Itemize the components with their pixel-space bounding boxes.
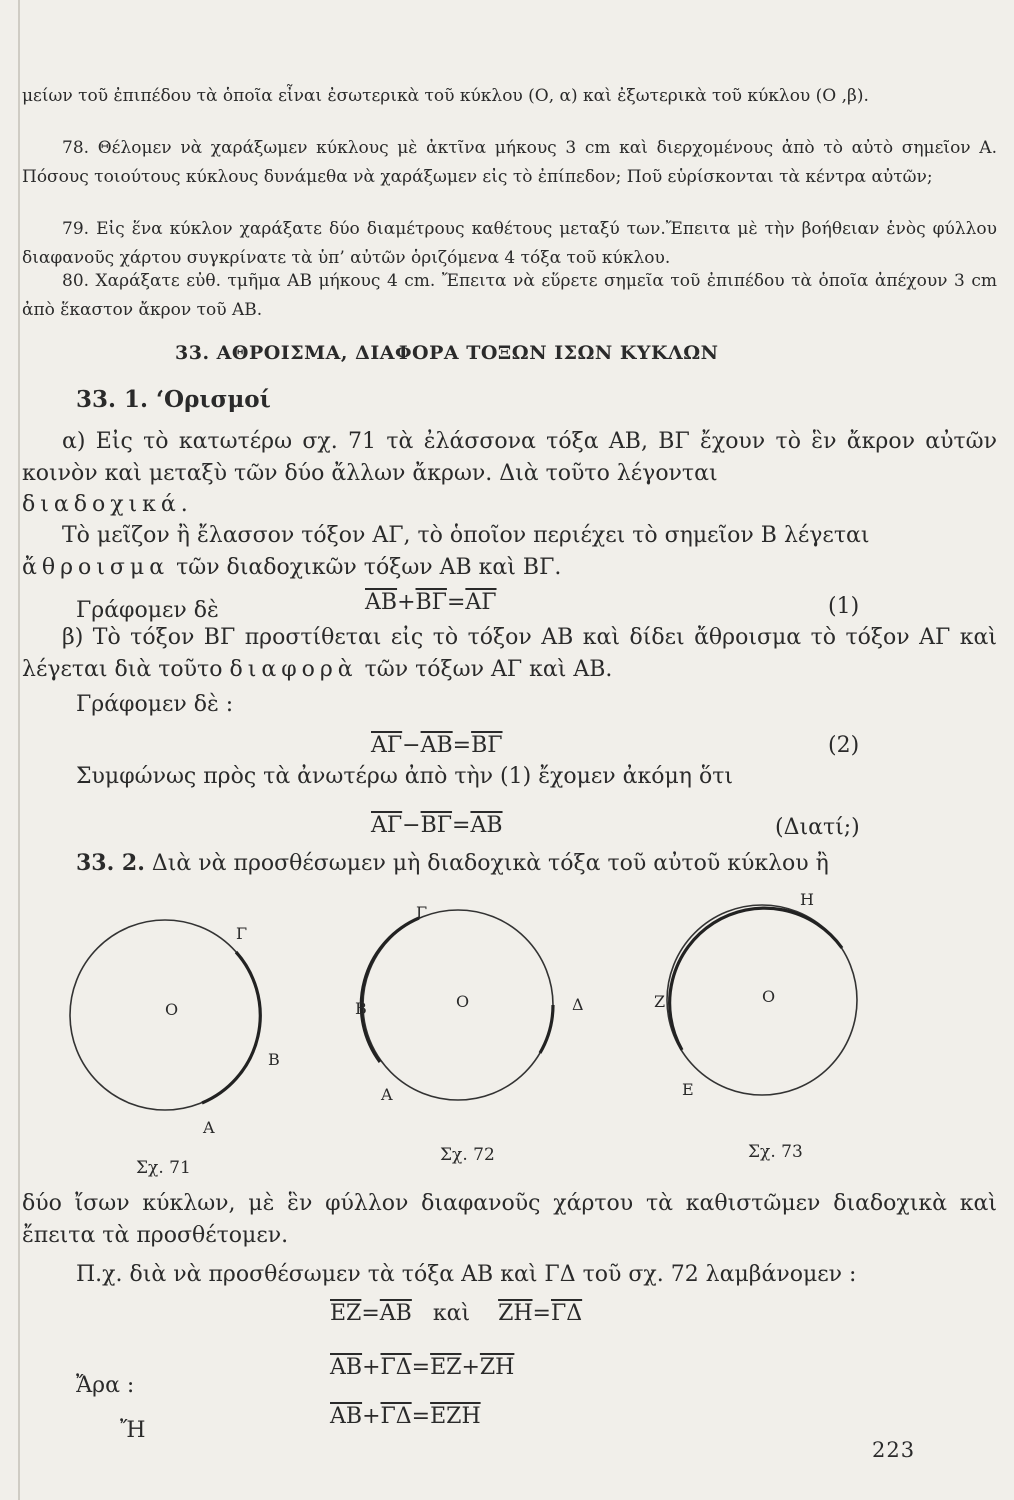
term-athroisma: ἄθροισμα (22, 554, 170, 580)
plus-sign: + (461, 1355, 480, 1380)
formula-5 (330, 1355, 514, 1380)
term-diafora: διαφορὰ (229, 656, 358, 682)
fig73-label-h: Η (800, 890, 814, 909)
exercise-77-continuation: μείων τοῦ ἐπιπέδου τὰ ὁποῖα εἶναι ἐσωτερικὰ τοῦ κύκλου (Ο, α) καὶ ἐξωτερικὰ τοῦ κύκλου (Ο ,β). (22, 86, 869, 106)
fig71-label-b: Β (268, 1050, 280, 1069)
exercise-79: 79. Εἰς ἕνα κύκλον χαράξατε δύο διαμέτρους καθέτους μεταξύ των.Ἔπειτα μὲ τὴν βοήθειαν ἑνὸς φύλλου διαφανοῦς χάρτου συγκρίνατε τὰ ὑπ’ αὐτῶν ὁριζόμενα 4 τόξα τοῦ κύκλου. (22, 219, 997, 268)
grafomen-label-1: Γράφομεν δὲ (76, 598, 219, 623)
fig72-label-g: Γ (416, 903, 428, 922)
paragraph-b-text-end: τῶν τόξων ΑΓ καὶ ΑΒ. (364, 656, 613, 682)
arc-gd: $\overline{\Gamma\Delta}$ (550, 1301, 583, 1326)
ara-label: Ἄρα : (76, 1373, 135, 1398)
fig71-label-g: Γ (236, 924, 248, 943)
fig73-caption: Σχ. 73 (748, 1142, 803, 1162)
equals-sign: = (411, 1404, 431, 1429)
equation-number-2: (2) (828, 733, 860, 758)
arc-zh: $\overline{ZH}$ (479, 1355, 515, 1380)
section-title: 33. ΑΘΡΟΙΣΜΑ, ΔΙΑΦΟΡΑ ΤΟΞΩΝ ΙΣΩΝ ΚΥΚΛΩΝ (175, 342, 719, 364)
term-diadochika: διαδοχικά. (22, 492, 193, 517)
arc-ab: $\overline{AB}$ (470, 813, 503, 838)
arc-gd: $\overline{\Gamma\Delta}$ (380, 1404, 412, 1429)
arc-ag: $\overline{A\Gamma}$ (371, 733, 403, 758)
fig73-label-z: Ζ (654, 992, 666, 1011)
arc-ag: $\overline{A\Gamma}$ (371, 813, 403, 838)
equation-number-1: (1) (828, 594, 860, 619)
fig71-center-label: Ο (165, 1000, 179, 1019)
equals-sign: = (446, 590, 466, 615)
fig73-label-e: Ε (682, 1080, 694, 1099)
equals-sign: = (361, 1301, 380, 1326)
fig72-caption: Σχ. 72 (440, 1145, 495, 1165)
paragraph-sum-text: Τὸ μεῖζον ἢ ἔλασσον τόξον ΑΓ, τὸ ὁποῖον περιέχει τὸ σημεῖον Β λέγεται (62, 523, 870, 548)
exercise-80: 80. Χαράξατε εὐθ. τμῆμα ΑΒ μήκους 4 cm. Ἔπειτα νὰ εὕρετε σημεῖα τοῦ ἐπιπέδου τὰ ὁποῖα ἀπέχουν 3 cm ἀπὸ ἕκαστον ἄκρον τοῦ ΑΒ. (22, 271, 997, 320)
equals-sign: = (411, 1355, 431, 1380)
fig72-center-label: Ο (456, 992, 470, 1011)
plus-sign: + (362, 1404, 381, 1429)
plus-sign: + (362, 1355, 381, 1380)
plus-sign: + (397, 590, 416, 615)
fig71-label-a: Α (203, 1118, 215, 1137)
formula-4 (330, 1301, 582, 1326)
page-number: 223 (872, 1438, 916, 1462)
arc-ezh: $\overline{EZH}$ (430, 1404, 481, 1429)
arc-ab: $\overline{AB}$ (330, 1355, 363, 1380)
arc-zh: $\overline{ZH}$ (498, 1301, 533, 1326)
equals-sign: = (452, 813, 471, 838)
arc-ag: $\overline{A\Gamma}$ (465, 590, 497, 615)
arc-ez: $\overline{EZ}$ (330, 1301, 362, 1326)
paragraph-after-figures: δύο ἴσων κύκλων, μὲ ἓν φύλλον διαφανοῦς χάρτου τὰ καθιστῶμεν διαδοχικὰ καὶ ἔπειτα τὰ προσθέτομεν. (22, 1191, 997, 1248)
paragraph-a-text: α) Εἰς τὸ κατωτέρω σχ. 71 τὰ ἐλάσσονα τόξα ΑΒ, ΒΓ ἔχουν τὸ ἓν ἄκρον αὐτῶν κοινὸν καὶ μεταξὺ τῶν δύο ἄλλων ἄκρων. Διὰ τοῦτο λέγονται (22, 429, 997, 486)
formula-6 (330, 1404, 481, 1429)
why-note: (Διατί;) (775, 815, 860, 840)
equals-sign: = (532, 1301, 551, 1326)
paragraph-sum-text-end: τῶν διαδοχικῶν τόξων ΑΒ καὶ ΒΓ. (176, 554, 562, 580)
arc-gd: $\overline{\Gamma\Delta}$ (380, 1355, 412, 1380)
arc-ab: $\overline{AB}$ (365, 590, 398, 615)
exercise-78: 78. Θέλομεν νὰ χαράξωμεν κύκλους μὲ ἀκτῖνα μήκους 3 cm καὶ διερχομένους ἀπὸ τὸ αὐτὸ σημεῖον Α. Πόσους τοιούτους κύκλους δυνάμεθα νὰ χαράξωμεν εἰς τὸ ἐπίπεδον; Ποῦ εὑρίσκονται τὰ κέντρα αὐτῶν; (22, 138, 997, 187)
arc-bg: $\overline{B\Gamma}$ (420, 813, 453, 838)
fig73-center-label: Ο (762, 987, 776, 1006)
subsection-2-text: Διὰ νὰ προσθέσωμεν μὴ διαδοχικὰ τόξα τοῦ αὐτοῦ κύκλου ἢ (151, 851, 829, 876)
arc-ab: $\overline{AB}$ (420, 733, 453, 758)
arc-ab: $\overline{AB}$ (330, 1404, 363, 1429)
and-word: καὶ (432, 1301, 471, 1326)
fig72-label-d: Δ (572, 995, 584, 1014)
subsection-2-number: 33. 2. (76, 850, 145, 876)
arc-ez: $\overline{EZ}$ (430, 1355, 462, 1380)
equals-sign: = (452, 733, 472, 758)
minus-sign: − (402, 733, 421, 758)
grafomen-label-2: Γράφομεν δὲ : (76, 692, 234, 717)
minus-sign: − (402, 813, 421, 838)
subsection-definitions: 33. 1. ‘Ορισμοί (76, 386, 271, 413)
symfonos-line: Συμφώνως πρὸς τὰ ἀνωτέρω ἀπὸ τὴν (1) ἔχομεν ἀκόμη ὅτι (76, 764, 734, 789)
fig71-caption: Σχ. 71 (136, 1158, 191, 1178)
arc-bg: $\overline{B\Gamma}$ (471, 733, 503, 758)
arc-ab: $\overline{AB}$ (379, 1301, 412, 1326)
fig72-label-b: Β (355, 999, 367, 1018)
example-line: Π.χ. διὰ νὰ προσθέσωμεν τὰ τόξα ΑΒ καὶ ΓΔ τοῦ σχ. 72 λαμβάνομεν : (76, 1262, 857, 1287)
arc-bg: $\overline{B\Gamma}$ (415, 590, 447, 615)
i-label: Ἤ (120, 1418, 146, 1443)
fig72-label-a: Α (381, 1085, 393, 1104)
paragraph-b-text: β) Τὸ τόξον ΒΓ προστίθεται εἰς τὸ τόξον ΑΒ καὶ δίδει ἄθροισμα τὸ τόξον ΑΓ καὶ λέγεται διὰ τοῦτο (22, 625, 997, 682)
